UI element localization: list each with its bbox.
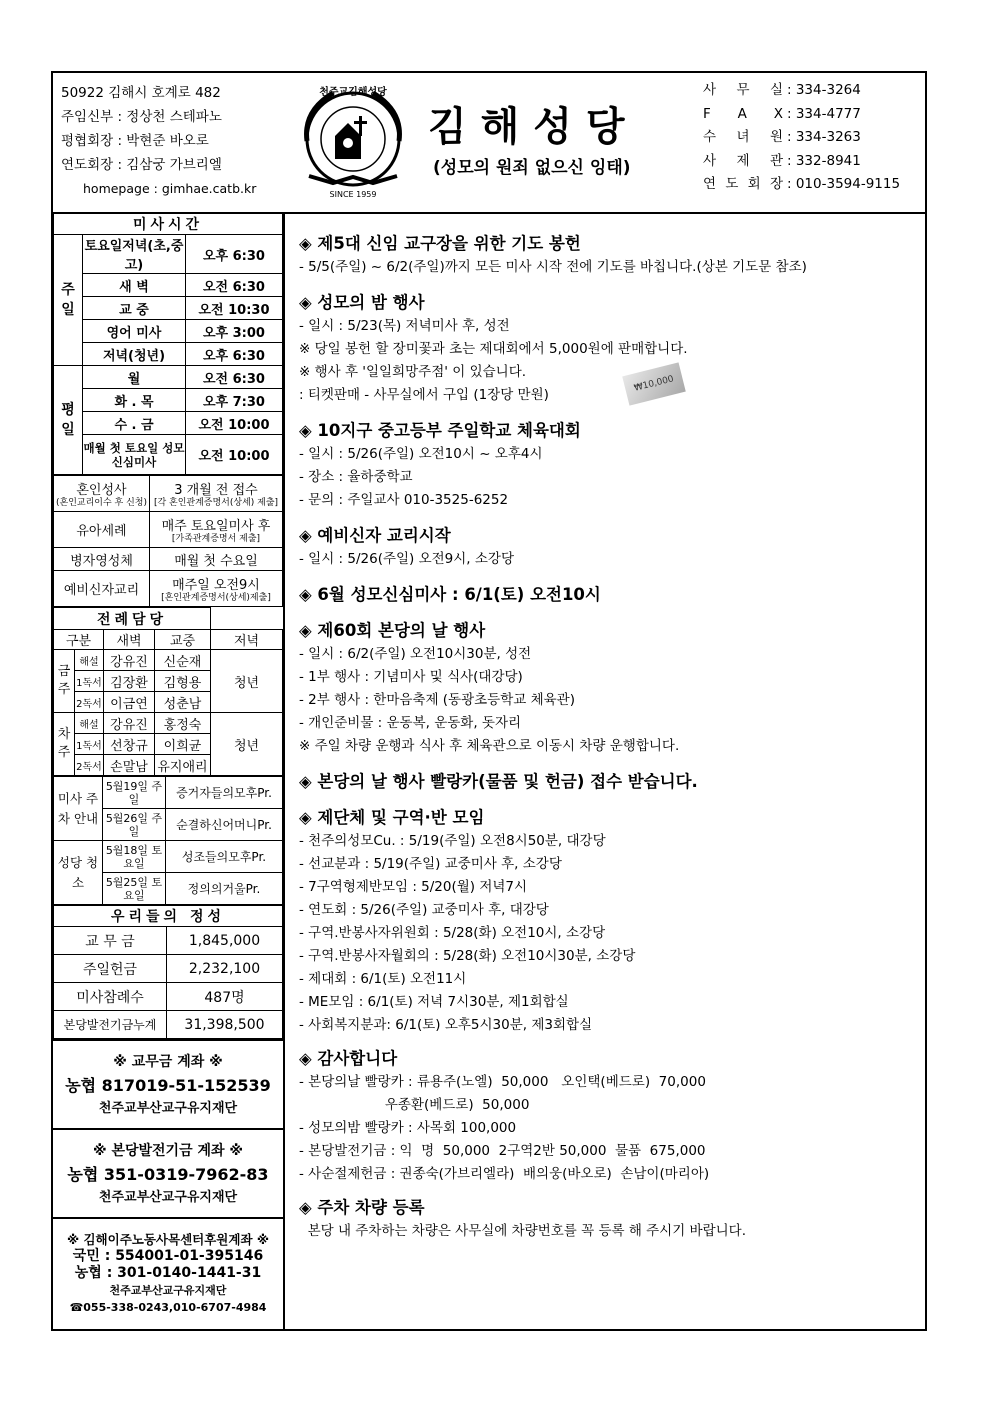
offering-value: 31,398,500 xyxy=(167,1011,283,1039)
notice-line: - 2부 행사 : 한마음축제 (동광초등학교 체육관) xyxy=(299,692,575,708)
sacrament-value: 매주일 오전9시 [혼인관계증명서(상세)제출] xyxy=(150,571,283,607)
account-owner: 천주교부산교구유지재단 xyxy=(98,1101,238,1116)
notice-line: - 1부 행사 : 기념미사 및 식사(대강당) xyxy=(299,669,523,685)
notice-line: - 7구역형제반모임 : 5/20(월) 저녁7시 xyxy=(299,879,528,895)
contact-row xyxy=(703,150,900,174)
contact-value: : 332-8941 xyxy=(787,152,861,169)
liturgy-main: 성춘남 xyxy=(155,692,211,713)
notice-title: ◈ 주차 차량 등록 xyxy=(299,1198,425,1217)
notice-line: ※ 주일 차량 운행과 식사 후 체육관으로 이동시 차량 운행합니다. xyxy=(299,738,680,754)
liturgy-header: 교중 xyxy=(155,630,211,650)
labor-account xyxy=(53,1217,283,1316)
liturgy-main: 김형용 xyxy=(155,671,211,692)
page-title: 김해성당 xyxy=(428,104,639,150)
mass-time: 오후 7:30 xyxy=(186,389,283,412)
contact-row xyxy=(703,126,900,150)
notice-section xyxy=(299,1196,925,1243)
notice-line: - 연도회 : 5/26(주일) 교중미사 후, 대강당 xyxy=(299,902,549,918)
sacrament-name: 유아세례 xyxy=(54,512,150,548)
duty-team: 증거자들의모후Pr. xyxy=(166,777,283,809)
account-number: 농협 351-0319-7962-83 xyxy=(67,1165,269,1184)
parish-logo xyxy=(293,81,413,201)
pastor: 주임신부 : 정상천 스테파노 xyxy=(61,109,222,125)
notice-line: - 본당의날 빨랑카 : 류용주(노엘) 50,000 오인택(베드로) 70,000 xyxy=(299,1074,706,1090)
contact-row xyxy=(703,103,900,127)
council-president: 평협회장 : 박현준 바오로 xyxy=(61,133,209,149)
duty-team: 순결하신어머니Pr. xyxy=(166,809,283,841)
bank-account xyxy=(53,1039,283,1128)
labor-account-owner: 천주교부산교구유지재단 xyxy=(109,1284,227,1297)
mass-name: 매월 첫 토요일 성모신심미사 xyxy=(83,435,186,475)
notice-title: ◈ 감사합니다 xyxy=(299,1049,398,1068)
notice-section xyxy=(299,583,925,607)
mass-time: 오전 6:30 xyxy=(186,274,283,297)
mass-name: 토요일저녁(초,중고) xyxy=(83,235,186,274)
liturgy-role: 1독서 xyxy=(75,734,104,755)
bulletin-frame xyxy=(51,71,927,1331)
offering-name: 교 무 금 xyxy=(54,927,167,955)
duty-date: 5월25일 토요일 xyxy=(103,873,166,905)
account-number: 농협 817019-51-152539 xyxy=(65,1076,271,1095)
labor-account-title: ※ 김해이주노동사목센터후원계좌 ※ xyxy=(66,1232,270,1247)
sacrament-value: 매주 토요일미사 후 [가족관계증명서 제출] xyxy=(150,512,283,548)
liturgy-role: 2독서 xyxy=(75,755,104,776)
sunday-label: 주 일 xyxy=(54,235,83,366)
contact-value: : 010-3594-9115 xyxy=(787,176,901,192)
sacrament-name: 혼인성사 (혼인교리이수 후 신청) xyxy=(54,476,150,512)
notice-title: ◈ 본당의 날 행사 빨랑카(물품 및 헌금) 접수 받습니다. xyxy=(299,772,698,791)
notice-title: ◈ 제단체 및 구역·반 모임 xyxy=(299,808,485,827)
mass-schedule-table xyxy=(53,212,283,475)
liturgy-header: 구분 xyxy=(54,630,104,650)
notice-line: - 선교분과 : 5/19(주일) 교중미사 후, 소강당 xyxy=(299,856,562,872)
notice-line: - 구역.반봉사자월회의 : 5/28(화) 오전10시30분, 소강당 xyxy=(299,948,636,964)
notice-line: - 문의 : 주일교사 010-3525-6252 xyxy=(299,492,509,508)
liturgy-dawn: 강유진 xyxy=(104,713,155,734)
contact-label: 사 무 실 xyxy=(703,82,783,98)
mass-name: 교 중 xyxy=(83,297,186,320)
notice-line: - 일시 : 5/23(목) 저녁미사 후, 성전 xyxy=(299,318,510,334)
duty-label: 성당 청소 xyxy=(54,841,103,905)
duty-table xyxy=(53,776,283,905)
contact-value: : 334-4777 xyxy=(787,105,861,122)
sacrament-name: 예비신자교리 xyxy=(54,571,150,607)
liturgy-dawn: 김장환 xyxy=(104,671,155,692)
notice-line: - 장소 : 율하중학교 xyxy=(299,469,413,485)
mass-name: 월 xyxy=(83,366,186,389)
notice-title: ◈ 예비신자 교리시작 xyxy=(299,526,451,545)
offering-table xyxy=(53,905,283,1039)
liturgy-dawn: 이금연 xyxy=(104,692,155,713)
account-section xyxy=(53,1039,283,1217)
mass-time: 오전 10:00 xyxy=(186,435,283,475)
contact-label: 수 녀 원 xyxy=(703,129,783,145)
offering-value: 1,845,000 xyxy=(167,927,283,955)
liturgy-main: 신순재 xyxy=(155,650,211,671)
notice-title: ◈ 10지구 중고등부 주일학교 체육대회 xyxy=(299,421,581,440)
notice-list xyxy=(285,212,925,1243)
notice-title: ◈ 제60회 본당의 날 행사 xyxy=(299,621,486,640)
labor-account-phone: ☎055-338-0243,010-6707-4984 xyxy=(69,1301,267,1314)
liturgy-week: 금 주 xyxy=(54,650,75,713)
mass-time: 오후 6:30 xyxy=(186,343,283,366)
notice-line: - 구역.반봉사자위원회 : 5/28(화) 오전10시, 소강당 xyxy=(299,925,606,941)
liturgy-table xyxy=(53,607,283,776)
header xyxy=(53,73,925,214)
notice-section xyxy=(299,770,925,794)
notice-line: - 5/5(주일) ~ 6/2(주일)까지 모든 미사 시작 전에 기도를 바칩니다.(상본 기도문 참조) xyxy=(299,259,807,275)
duty-team: 정의의거울Pr. xyxy=(166,873,283,905)
notice-line: 본당 내 주차하는 차량은 사무실에 차량번호를 꼭 등록 해 주시기 바랍니다. xyxy=(299,1223,747,1239)
liturgy-role: 해설 xyxy=(75,650,104,671)
account-title: ※ 교무금 계좌 ※ xyxy=(113,1054,223,1070)
duty-team: 성조들의모후Pr. xyxy=(166,841,283,873)
contact-label: 연 도 회 장 xyxy=(703,176,783,192)
page-subtitle: (성모의 원죄 없으신 잉태) xyxy=(433,158,631,178)
mass-time: 오후 6:30 xyxy=(186,235,283,274)
liturgy-dawn: 선창규 xyxy=(104,734,155,755)
liturgy-title: 전례담당 xyxy=(54,608,211,630)
offering-value: 487명 xyxy=(167,983,283,1011)
notice-title: ◈ 성모의 밤 행사 xyxy=(299,293,425,312)
notice-line: - 개인준비물 : 운동복, 운동화, 돗자리 xyxy=(299,715,522,731)
mass-name: 저녁(청년) xyxy=(83,343,186,366)
duty-date: 5월18일 토요일 xyxy=(103,841,166,873)
liturgy-header: 저녁 xyxy=(211,630,283,650)
notice-section xyxy=(299,232,925,279)
contact-value: : 334-3264 xyxy=(787,82,861,98)
mass-name: 새 벽 xyxy=(83,274,186,297)
notice-line: - 천주의성모Cu. : 5/19(주일) 오전8시50분, 대강당 xyxy=(299,833,606,849)
duty-date: 5월19일 주일 xyxy=(103,777,166,809)
liturgy-week: 차 주 xyxy=(54,713,75,776)
notice-section xyxy=(299,619,925,758)
sacrament-name: 병자영성체 xyxy=(54,548,150,571)
homepage-link[interactable]: homepage : gimhae.catb.kr xyxy=(83,181,257,196)
contact-label: 사 제 관 xyxy=(703,152,783,169)
contact-value: : 334-3263 xyxy=(787,129,861,145)
logo-since: SINCE 1959 xyxy=(329,190,377,199)
contact-row xyxy=(703,173,900,197)
mass-schedule-title: 미사시간 xyxy=(54,213,283,235)
sacrament-value: 매월 첫 수요일 xyxy=(150,548,283,571)
account-title: ※ 본당발전기금 계좌 ※ xyxy=(92,1143,244,1159)
mass-name: 수 . 금 xyxy=(83,412,186,435)
account-owner: 천주교부산교구유지재단 xyxy=(98,1190,238,1205)
duty-label: 미사 주차 안내 xyxy=(54,777,103,841)
address: 50922 김해시 호계로 482 xyxy=(61,85,221,101)
mass-time: 오후 3:00 xyxy=(186,320,283,343)
notice-line: - 본당발전기금 : 익 명 50,000 2구역2반 50,000 물품 675,000 xyxy=(299,1143,706,1159)
mass-name: 화 . 목 xyxy=(83,389,186,412)
notice-section xyxy=(299,1047,925,1186)
notice-line: - 사회복지분과: 6/1(토) 오후5시30분, 제3회합실 xyxy=(299,1017,593,1033)
liturgy-evening: 청년 xyxy=(211,650,283,713)
mass-time: 오전 10:30 xyxy=(186,297,283,320)
notice-line: : 티켓판매 - 사무실에서 구입 (1장당 만원) xyxy=(299,387,549,403)
weekday-label: 평 일 xyxy=(54,366,83,475)
sidebar xyxy=(53,212,285,1329)
offering-name: 미사참례수 xyxy=(54,983,167,1011)
labor-account-kb: 국민 : 554001-01-395146 xyxy=(72,1248,264,1264)
offering-name: 주일헌금 xyxy=(54,955,167,983)
liturgy-evening: 청년 xyxy=(211,713,283,776)
labor-account-nh: 농협 : 301-0140-1441-31 xyxy=(74,1265,262,1281)
contact-label: F A X xyxy=(703,105,783,122)
notice-line: - 제대회 : 6/1(토) 오전11시 xyxy=(299,971,467,987)
liturgy-dawn: 손말남 xyxy=(104,755,155,776)
sacrament-table xyxy=(53,475,283,607)
liturgy-dawn: 강유진 xyxy=(104,650,155,671)
bank-account xyxy=(53,1128,283,1217)
notice-line: - 성모의밤 빨랑카 : 사목회 100,000 xyxy=(299,1120,517,1136)
mass-time: 오전 10:00 xyxy=(186,412,283,435)
duty-date: 5월26일 주일 xyxy=(103,809,166,841)
notice-line: ※ 당일 봉헌 할 장미꽃과 초는 제대회에서 5,000원에 판매합니다. xyxy=(299,341,688,357)
ticket-image: ₩10,000 xyxy=(622,362,686,405)
liturgy-role: 2독서 xyxy=(75,692,104,713)
liturgy-role: 1독서 xyxy=(75,671,104,692)
offering-name: 본당발전기금누계 xyxy=(54,1011,167,1039)
notice-line: - 사순절제헌금 : 권종숙(가브리엘라) 배의웅(바오로) 손남이(마리아) xyxy=(299,1166,710,1182)
notice-line: 우종환(베드로) 50,000 xyxy=(299,1097,530,1113)
mass-time: 오전 6:30 xyxy=(186,366,283,389)
liturgy-role: 해설 xyxy=(75,713,104,734)
notice-line: - ME모임 : 6/1(토) 저녁 7시30분, 제1회합실 xyxy=(299,994,569,1010)
liturgy-main: 이희균 xyxy=(155,734,211,755)
notice-line: ※ 행사 후 '일일희망주점' 이 있습니다. xyxy=(299,364,527,380)
notice-line: - 일시 : 5/26(주일) 오전9시, 소강당 xyxy=(299,551,515,567)
elder-president: 연도회장 : 김삼궁 가브리엘 xyxy=(61,157,222,173)
header-info xyxy=(61,81,256,201)
notice-section xyxy=(299,524,925,571)
contact-row xyxy=(703,79,900,103)
offering-value: 2,232,100 xyxy=(167,955,283,983)
logo-text: 천주교김해성당 xyxy=(319,87,387,98)
notice-section xyxy=(299,291,925,407)
notice-section xyxy=(299,806,925,1037)
liturgy-header: 새벽 xyxy=(104,630,155,650)
contact-list xyxy=(703,79,900,197)
notice-line: - 일시 : 5/26(주일) 오전10시 ~ 오후4시 xyxy=(299,446,543,462)
sacrament-value: 3 개월 전 접수 [각 혼인관계증명서(상세) 제출] xyxy=(150,476,283,512)
liturgy-main: 홍정숙 xyxy=(155,713,211,734)
offering-title: 우리들의 정성 xyxy=(54,906,283,927)
notice-section xyxy=(299,419,925,512)
notice-title: ◈ 제5대 신임 교구장을 위한 기도 봉헌 xyxy=(299,234,581,253)
mass-name: 영어 미사 xyxy=(83,320,186,343)
notice-line: - 일시 : 6/2(주일) 오전10시30분, 성전 xyxy=(299,646,532,662)
liturgy-main: 유지애리 xyxy=(155,755,211,776)
notice-title: ◈ 6월 성모신심미사 : 6/1(토) 오전10시 xyxy=(299,585,601,604)
